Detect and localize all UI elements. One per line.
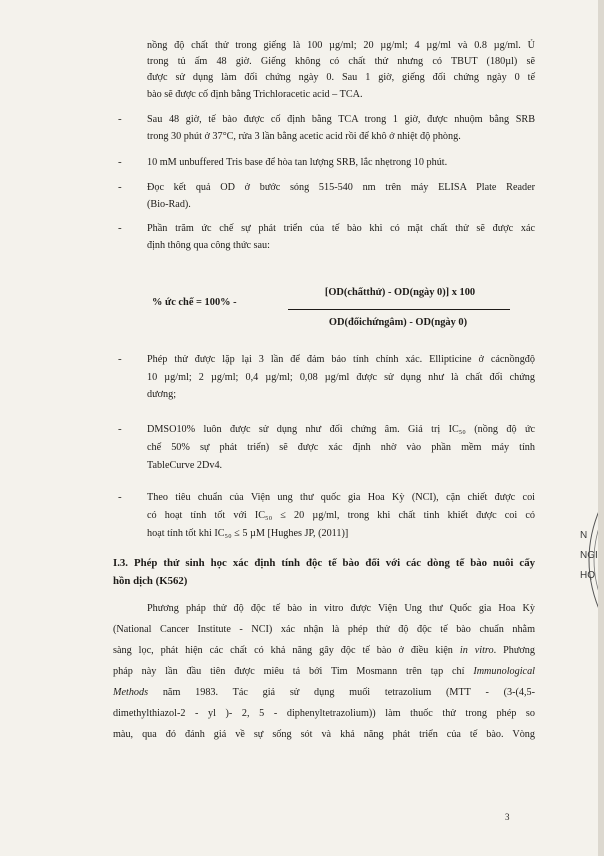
text-line: 10 µg/ml; 2 µg/ml; 0,4 µg/ml; 0,08 µg/ml được sử dụng như là chất đối chứng <box>147 372 535 383</box>
text-line: Sau 48 giờ, tế bào được cố định bằng TCA trong 1 giờ, được nhuộm bằng SRB <box>147 114 535 125</box>
text-line: hoạt tính tốt khi IC₅₀ ≤ 5 µM [Hughes JP, (2011)] <box>147 528 349 539</box>
bullet-marker: - <box>118 353 122 365</box>
stamp-text: NGI <box>580 550 598 561</box>
text-line: bào sẽ được cố định bằng Trichloracetic acid – TCA. <box>147 89 363 100</box>
bullet-marker: - <box>118 222 122 234</box>
stamp-text: N <box>580 530 588 541</box>
text-line: pháp này lần đầu tiên được miêu tả bởi Tim Mosmann trên tạp chí Immunological <box>113 666 535 677</box>
bullet-marker: - <box>118 156 122 168</box>
text-line: (National Cancer Institute - NCI) xác nhận là phép thử độ độc tế bào chuẩn nhằm <box>113 624 535 635</box>
bullet-marker: - <box>118 491 122 503</box>
formula-denominator: OD(đốichứngâm) - OD(ngày 0) <box>328 317 468 328</box>
section-heading-cont: hồn dịch (K562) <box>113 575 188 587</box>
text-line: chế 50% sự phát triển) sẽ được xác định nhờ vào phần mềm máy tính <box>147 442 535 453</box>
text-line: nồng độ chất thử trong giếng là 100 µg/ml; 20 µg/ml; 4 µg/ml và 0.8 µg/ml. Ủ <box>147 40 535 51</box>
text-line: (Bio-Rad). <box>147 199 191 210</box>
text-line: DMSO10% luôn được sử dụng như đối chứng âm. Giá trị IC₅₀ (nồng độ ức <box>147 424 535 435</box>
formula-label: % ức chế = 100% - <box>152 297 237 308</box>
text-line: sàng lọc, phát hiện các chất có khả năng gây độc tế bào ở điều kiện in vitro. Phương <box>113 645 535 656</box>
text-line: Theo tiêu chuẩn của Viện ung thư quốc gia Hoa Kỳ (NCI), cặn chiết được coi <box>147 492 535 503</box>
text-line: được sử dụng làm đối chứng ngày 0. Sau 1 giờ, giếng đối chứng ngày 0 tế <box>147 72 535 83</box>
text-line: dimethylthiazol-2 - yl )- 2, 5 - diphenyltetrazolium)) làm thuốc thử trong phép so <box>113 708 535 719</box>
page-number: 3 <box>505 812 510 822</box>
text-line: Đọc kết quả OD ở bước sóng 515-540 nm trên máy ELISA Plate Reader <box>147 182 535 193</box>
formula-numerator: [OD(chấtthử) - OD(ngày 0)] x 100 <box>324 287 476 298</box>
text-line: Phương pháp thử độ độc tế bào in vitro được Viện Ung thư Quốc gia Hoa Kỳ <box>147 603 535 614</box>
text-line: Phép thử được lặp lại 3 lần để đảm bảo tính chính xác. Ellipticine ở cácnồngđộ <box>147 354 535 365</box>
stamp-text: HỌ <box>580 570 595 581</box>
bullet-marker: - <box>118 181 122 193</box>
bullet-marker: - <box>118 113 122 125</box>
text-line: 10 mM unbuffered Tris base để hòa tan lượng SRB, lắc nhẹtrong 10 phút. <box>147 157 448 168</box>
text-line: màu, qua đó đánh giá về sự sống sót và khả năng phát triển của tế bào. Vòng <box>113 729 535 740</box>
bullet-marker: - <box>118 423 122 435</box>
text-line: trong 30 phút ở 37°C, rửa 3 lần bằng acetic acid rồi để khô ở nhiệt độ phòng. <box>147 131 461 142</box>
text-line: có hoạt tính tốt với IC₅₀ ≤ 20 µg/ml, trong khi chất tinh khiết được coi có <box>147 510 535 521</box>
page-edge <box>598 0 604 856</box>
section-heading: I.3. Phép thử sinh học xác định tính độc tế bào đối với các dòng tế bào nuôi cấy <box>113 557 535 569</box>
text-line: TableCurve 2Dv4. <box>147 460 223 471</box>
text-line: dương; <box>147 389 177 400</box>
text-line: Phần trăm ức chế sự phát triển của tế bào khi có mặt chất thử sẽ được xác <box>147 223 535 234</box>
text-line: trong tủ ấm 48 giờ. Giếng không có chất thử nhưng có TBUT (180µl) sẽ <box>147 56 535 67</box>
fraction-bar <box>288 309 510 310</box>
text-line: Methods năm 1983. Tác giả sử dụng muối tetrazolium (MTT - (3-(4,5- <box>113 687 535 698</box>
text-line: định thông qua công thức sau: <box>147 240 270 251</box>
